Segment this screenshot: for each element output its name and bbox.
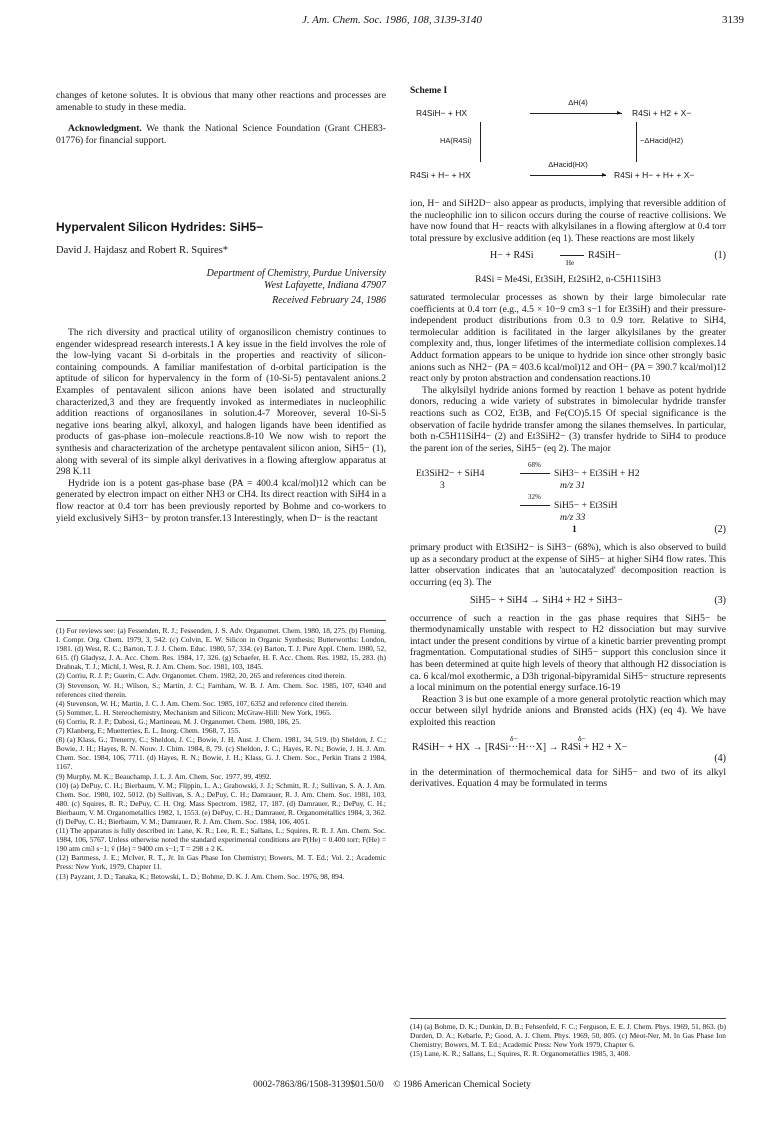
paragraph-2: Hydride ion is a potent gas-phase base (PA = 400.4 kcal/mol)12 which can be generated by electron impact on either NH3 or CH4. Its direct reaction with SiH4 in a flow reactor at 0.4 torr has been previously reported by Bohme and co-workers to yield exclusively SiH3− by proton transfer.13 Interestingly, when D− is the reactant [56, 477, 386, 524]
eq1-definition: R4Si = Me4Si, Et3SiH, Et2SiH2, n-C5H11SiH3 [475, 274, 661, 286]
eq2-number: (2) [714, 524, 726, 536]
paragraph-1: The rich diversity and practical utility of organosilicon chemistry continues to engender widespread research interests.1 A key issue in the field involves the role of the low-lying vacant Si d-orbitals in the properties and reactivity of silicon-containing compounds. A familiar manifestation of d-orbital participation is the aptitude of silicon for hypervalency in the form of (10-Si-5) pentavalent anions.2 Examples of pentavalent silicon anions have been isolated and structurally characterized,3 and they are frequently invoked as intermediates in nucleophilic addition reactions of organosilanes in solution.4-7 Moreover, several 10-Si-5 negative ions bearing alkyl, alkoxyl, and halogen ligands have been identified as products of gas-phase ion–molecule reactions.8-10 We now wish to report the synthesis and characterization of the archetype pentavalent silicon anion, SiH5− (1), along with several of its simple alkyl derivatives in a flowing afterglow apparatus at 298 K.11 [56, 327, 386, 478]
scheme-bottom-arrow [530, 175, 606, 176]
eq3-number: (3) [714, 594, 726, 606]
arrow-head-icon: ▸ [602, 170, 607, 179]
paragraph-5: The alkylsilyl hydride anions formed by reaction 1 behave as potent hydride donors, reducing a wide variety of substrates in bimolecular hydride transfer reactions such as CO2, Et3B, and Fe(CO)5.15 Of special significance is the observation of facile hydride transfer among the silanes themselves. In particular, both n-C5H11SiH4− (2) and Et3SiH2− (3) transfer hydride to SiH4 to produce the parent ion of the series, SiH5− (eq 2). The major [410, 384, 726, 454]
equation-2 [410, 460, 726, 538]
references-right [410, 1022, 726, 1058]
reference: (3) Stevenson, W. H.; Wilson, S.; Martin, J. C.; Farnham, W. B. J. Am. Chem. Soc. 1985, 107, 6340 and references cited therein. [56, 680, 386, 699]
eq2-lhs: Et3SiH2− + SiH4 [416, 468, 485, 480]
article-code: 0002-7863/86/1508-3139$01.50/0 [253, 1080, 384, 1090]
footnote-rule-right [410, 1018, 726, 1019]
equation-3 [410, 593, 726, 609]
eq2-label-2: 1 [572, 524, 577, 536]
eq2-percent-1: 68% [528, 461, 541, 470]
paragraph-3: ion, H− and SiH2D− also appear as products, implying that reversible addition of the nucleophilic ion to silicon occurs during the course of reactive collisions. We have now found that H− reacts with alkylsilanes in a flowing afterglow at 0.4 torr total pressure by exclusive addition (eq 1). These reactions are most likely [410, 198, 726, 244]
reference: (9) Murphy, M. K.; Beauchamp, J. L. J. Am. Chem. Soc. 1977, 99, 4992. [56, 771, 272, 781]
reference: (6) Corriu, R. J. P.; Dabosi, G.; Martineau, M. J. Organomet. Chem. 1980, 186, 25. [56, 716, 301, 726]
scheme-top-left: R4SiH− + HX [416, 108, 468, 118]
page-footer [0, 1080, 784, 1090]
page-number: 3139 [722, 14, 744, 26]
paragraph-7: occurrence of such a reaction in the gas phase requires that SiH5− be thermodynamically unstable with respect to H2 dissociation but may survive intact under the present conditions by virtue of a kinetic barrier preventing prompt fragmentation. Computational studies of SiH5− support this conclusion since it has been determined at quite high levels of theory that although H2 dissociation is ca. 6 kcal/mol exothermic, a D3h trigonal-bipyramidal SiH5− structure represents a local minimum on the potential energy surface.16-19 [410, 612, 726, 694]
scheme-left-arrow-label: HA(R4Si) [440, 136, 472, 145]
paragraph-6: primary product with Et3SiH2− is SiH3− (68%), which is also observed to build up as a secondary product at the expense of SiH5− at higher SiH4 flow rates. This latter observation indicates that an 'autocatalyzed' decomposition reaction is occurring (eq 3). The [410, 542, 726, 589]
affiliation-line-2: West Lafayette, Indiana 47907 [264, 280, 386, 291]
scheme-bottom-arrow-label: ΔHacid(HX) [548, 160, 588, 169]
arrow-head-icon: ▸ [617, 108, 622, 117]
scheme-right-arrow-label: −ΔHacid(H2) [640, 136, 684, 145]
scheme-bottom-left: R4Si + H− + HX [410, 170, 471, 180]
running-header [0, 14, 784, 28]
eq2-arrow-1 [520, 473, 550, 474]
scheme-bottom-right: R4Si + H− + H+ + X− [614, 170, 695, 180]
eq1-rhs: R4SiH− [588, 250, 621, 262]
reference: (8) (a) Klass, G.; Trenerry, C.; Sheldon, J. C.; Bowie, J. H. Aust. J. Chem. 1981, 34, 519. (b) Sheldon, J. C.; Bowie, J. H.; Hayes, R. N. Nouv. J. Chim. 1984, 8, 79. (c) Sheldon, J. C.; Hayes, R. N.; Bowie, J. H. J. Am. Chem. Soc. 1984, 106, 7711. (d) Hayes, R. N.; Bowie, J. H.; Klass, G. J. Chem. Soc., Perkin Trans 2 1984, 1167. [56, 735, 386, 772]
eq1-number: (1) [714, 250, 726, 262]
reference: (12) Bartmess, J. E.; McIver, R. T., Jr. In Gas Phase Ion Chemistry; Bowers, M. T. Ed.; Vol. 2.; Academic Press: New York, 1979, Chapter 11. [56, 853, 386, 872]
acknowledgment [56, 123, 386, 146]
article-body-left [56, 327, 386, 524]
ack-text: We thank the National Science Foundation (Grant CHE83-01776) for financial support. [56, 123, 386, 146]
eq2-arrow-2 [520, 505, 550, 506]
paragraph-4: saturated termolecular processes as shown by their large bimolecular rate coefficients at 0.4 torr (e.g., 4.5 × 10−9 cm3 s−1 for Et3SiH) and their pressure-independent product distributions from 0.3 to 0.9 torr. Relative to SiH4, termolecular addition is facilitated in the larger alkylsilanes by the greater complexity and, thus, longer lifetimes of the intermediate collision complexes.14 Adduct formation appears to be unique to hydride ion since other strongly basic anions such as NH2− (PA = 403.6 kcal/mol)12 and OH− (PA = 390.7 kcal/mol)12 react only by proton abstraction and condensation reactions.10 [410, 291, 726, 385]
eq2-percent-2: 32% [528, 493, 541, 502]
scheme-top-arrow [530, 113, 622, 114]
scheme-1 [410, 86, 726, 186]
previous-article-text: changes of ketone solutes. It is obvious that many other reactions and processes are amenable to study in these media. [56, 90, 386, 113]
paragraph-9: in the determination of thermochemical data for SiH5− and two of its alkyl derivatives. Equation 4 may be formulated in terms [410, 766, 726, 790]
copyright: © 1986 American Chemical Society [393, 1080, 531, 1090]
eq4-delta-1: δ− [510, 733, 518, 743]
scheme-top-arrow-label: ΔH(4) [568, 98, 588, 107]
eq2-product-1: SiH3− + Et3SiH + H2 [554, 468, 640, 480]
reference: (10) (a) DePuy, C. H.; Bierbaum, V. M.; Flippin, L. A.; Grabowski, J. J.; Schmitt, R. J.; Sullivan, S. A. J. Am. Chem. Soc. 1980, 102, 5012. (b) Sullivan, S. A.; DePuy, C. H.; Damrauer, R. J. Am. Chem. Soc. 1981, 103, 480. (c) Squires, R. R.; DePuy, C. H. Org. Mass Spectrom. 1982, 17, 187. (d) Damrauer, R.; DePuy, C. H.; Bierbaum, V. M. Organometallics 1982, 1, 1553. (e) DePuy, C. H.; Damrauer, R. Organometallics 1984, 3, 362. (f) DePuy, C. H.; Bierbaum, V. M.; Damrauer, R. J. Am. Chem. Soc. 1984, 106, 4051. [56, 780, 386, 826]
equation-4 [410, 733, 726, 763]
eq1-arrow [560, 255, 584, 256]
eq2-product-2: SiH5− + Et3SiH [554, 500, 618, 512]
article-body-right [410, 198, 726, 790]
eq4-delta-2: δ− [578, 733, 586, 743]
article-authors: David J. Hajdasz and Robert R. Squires* [56, 245, 229, 256]
reference: (15) Lane, K. R.; Sallans, L.; Squires, R. R. Organometallics 1985, 3, 408. [410, 1049, 631, 1059]
scheme-top-right: R4Si + H2 + X− [632, 108, 692, 118]
scheme-left-arrow [480, 122, 481, 162]
eq4-body: R4SiH− + HX → [R4Si···H···X] → R4Si + H2 + X− [412, 741, 628, 753]
reference: (14) (a) Bohme, D. K.; Dunkin, D. B.; Fehsenfeld, F. C.; Ferguson, E. E. J. Chem. Phys. 1969, 51, 863. (b) Durden, D. A.; Kebarle, P.; Good, A. J. Chem. Phys. 1969, 50, 805. (c) Meot-Ner, M. In Gas Phase Ion Chemistry; Bowers, M. T. Ed.; Academic Press: New York 1979, Chapter 6. [410, 1022, 726, 1050]
affiliation-line-1: Department of Chemistry, Purdue University [206, 268, 386, 279]
scheme-label: Scheme I [410, 86, 448, 96]
ack-label: Acknowledgment. [68, 123, 142, 135]
references-left [56, 626, 386, 881]
received-date: Received February 24, 1986 [272, 295, 386, 306]
eq2-mz-1: m/z 31 [560, 480, 586, 492]
journal-citation: J. Am. Chem. Soc. 1986, 108, 3139-3140 [301, 14, 483, 26]
paragraph-8: Reaction 3 is but one example of a more general protolytic reaction which may occur between silyl hydride anions and Brønsted acids (HX) (eq 4). We have exploited this reaction [410, 693, 726, 728]
reference: (5) Sommer, L. H. Stereochemistry, Mechanism and Silicon; McGraw-Hill: New York, 1965. [56, 707, 332, 717]
eq1-arrow-label: He [566, 259, 575, 268]
reference: (1) For reviews see: (a) Fessenden, R. J.; Fessenden, J. S. Adv. Organomet. Chem. 1980, 18, 275. (b) Fleming, I. Compr. Org. Chem. 1979, 3, 542. (c) Colvin, E. W. Silicon in Organic Synthesis; Butterworths: London, 1981. (d) West, R. C.; Barton, T. J. J. Chem. Educ. 1980, 57, 334. (e) Barton, T. J. Pure Appl. Chem. 1980, 52, 615. (f) Gladysz, J. A. Acc. Chem. Res. 1984, 17, 326. (g) Schaefer, H. F. Acc. Chem. Res. 1982, 15, 283. (h) Drahnak, T. J.; Michl, J. West, R. J. Am. Chem. Soc. 1981, 103, 1845. [56, 626, 386, 672]
reference: (11) The apparatus is fully described in: Lane, K. R.; Lee, R. E.; Sallans, L.; Squires, R. R. J. Am. Chem. Soc. 1984, 106, 5767. Unless otherwise noted the standard experimental conditions are P(He) = 0.400 torr; F(He) = 190 atm cm3 s−1; v̄ (He) = 9400 cm s−1; T = 298 ± 2 K. [56, 826, 386, 854]
footnote-rule-left [56, 620, 386, 621]
equation-1 [410, 248, 726, 274]
eq1-lhs: H− + R4Si [490, 250, 534, 262]
reference: (7) Klanberg, F.; Muetterties, E. L. Inorg. Chem. 1968, 7, 155. [56, 726, 241, 736]
eq2-lhs-label: 3 [440, 480, 445, 492]
previous-article-end [56, 90, 386, 146]
eq3-body: SiH5− + SiH4 → SiH4 + H2 + SiH3− [470, 594, 623, 606]
reference: (2) Corriu, R. J. P.; Guerin, C. Adv. Organomet. Chem. 1982, 20, 265 and references cited therein. [56, 671, 347, 681]
affiliation [56, 268, 386, 307]
reference: (4) Stevenson, W. H.; Martin, J. C. J. Am. Chem. Soc. 1985, 107, 6352 and reference cited therein. [56, 698, 348, 708]
scheme-right-arrow [636, 122, 637, 162]
article-title: Hypervalent Silicon Hydrides: SiH5− [56, 220, 264, 234]
eq2-mz-2: m/z 33 [560, 512, 586, 524]
reference: (13) Payzant, J. D.; Tanaka, K.; Betowski, L. D.; Bohme, D. K. J. Am. Chem. Soc. 1976, 98, 894. [56, 871, 345, 881]
eq4-number: (4) [714, 752, 726, 764]
